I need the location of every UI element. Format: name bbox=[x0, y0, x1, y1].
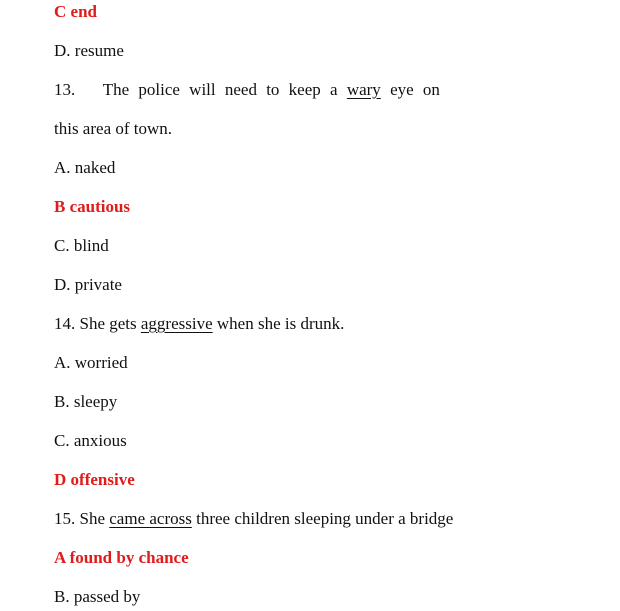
option-c-anxious: C. anxious bbox=[54, 431, 127, 450]
target-phrase: came across bbox=[109, 509, 192, 528]
answer-b-cautious: B cautious bbox=[54, 197, 131, 216]
question-14 bbox=[54, 314, 344, 334]
option-a-worried: A. worried bbox=[54, 353, 128, 372]
question-15 bbox=[54, 509, 453, 529]
question-text-post: when she is drunk. bbox=[216, 314, 345, 333]
option-b-sleepy: B. sleepy bbox=[54, 392, 118, 411]
answer-d-offensive: D offensive bbox=[54, 470, 135, 489]
answer-a-found-by-chance: A found by chance bbox=[54, 548, 189, 567]
option-b-passed-by: B. passed by bbox=[54, 587, 141, 606]
answer-c-end: C end bbox=[54, 2, 97, 21]
question-13 bbox=[54, 80, 440, 100]
question-number: 13. bbox=[54, 80, 76, 99]
target-word: wary bbox=[346, 80, 381, 99]
option-d-resume: D. resume bbox=[54, 41, 124, 60]
question-text-pre: The police will need to keep a bbox=[102, 80, 338, 99]
target-word: aggressive bbox=[140, 314, 213, 333]
option-d-private: D. private bbox=[54, 275, 122, 294]
option-a-naked: A. naked bbox=[54, 158, 116, 177]
question-text-post: three children sleeping under a bridge bbox=[196, 509, 454, 528]
question-text-pre: 14. She gets bbox=[54, 314, 137, 333]
question-text-pre: 15. She bbox=[54, 509, 105, 528]
question-text-post: eye on bbox=[390, 80, 440, 99]
question-13-continuation: this area of town. bbox=[54, 119, 173, 138]
option-c-blind: C. blind bbox=[54, 236, 109, 255]
